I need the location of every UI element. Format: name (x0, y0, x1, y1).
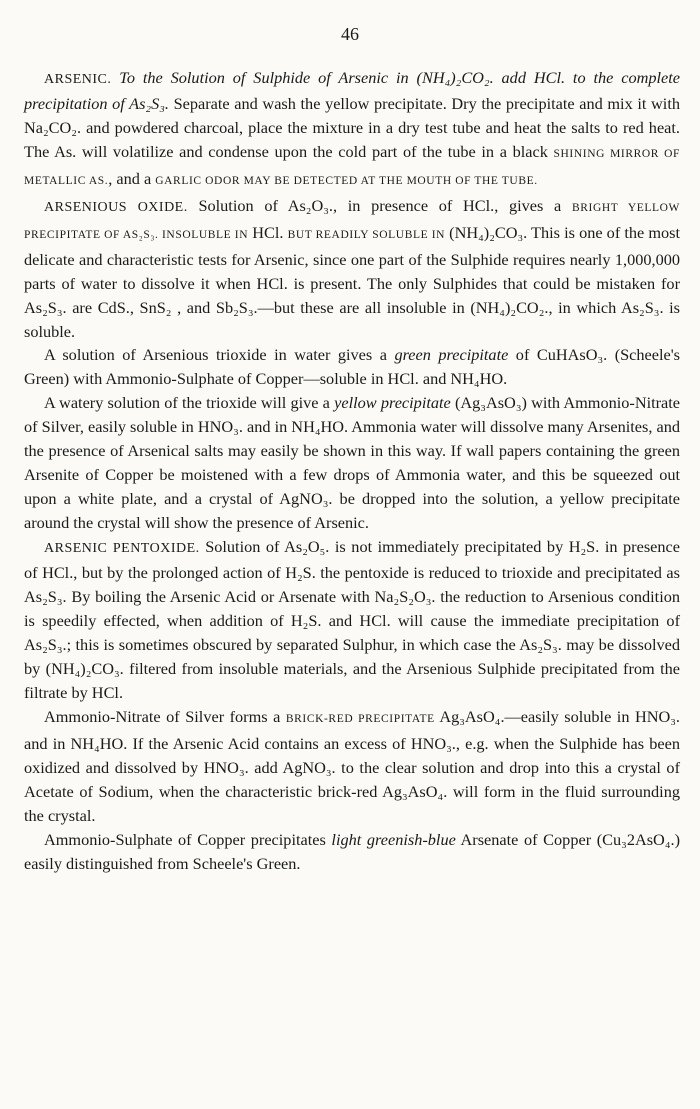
section-heading: ARSENIOUS OXIDE. (44, 199, 188, 215)
text-run: HCl. (248, 222, 288, 242)
small-caps-text: GARLIC ODOR MAY BE DETECTED AT THE MOUTH OF THE TUBE. (155, 174, 538, 187)
text-run: A solution of Arsenious trioxide in water gives a (44, 345, 395, 365)
text-run: , and a (108, 168, 156, 188)
text-run: Ammonio-Sulphate of Copper precipitates (44, 829, 332, 849)
text-run: (NH₄)₂CO₃. This is one of the most delicate and characteristic tests for Arsenic, since one part of the Sulphide requires nearly 1,000,000 parts of water to dissolve it when HCl. is present. The only Sulphides that could be mistaken for As₂S₃. are CdS., SnS₂ , and Sb₂S₃.—but these are all insoluble in (NH₄)₂CO₂., in which As₂S₃. is soluble. (24, 222, 681, 341)
text-run: Ammonio-Nitrate of Silver forms a (44, 706, 286, 726)
text-run: A watery solution of the trioxide will give a (44, 393, 335, 413)
paragraph (24, 194, 680, 344)
small-caps-text: BUT READILY SOLUBLE IN (287, 228, 446, 241)
text-run: Arsenate of Copper (Cu₃2AsO₄.) easily distinguished from Scheele's Green. (24, 829, 680, 873)
text-run: Solution of As₂O₅. is not immediately precipitated by H₂S. in presence of HCl., but by the prolonged action of H₂S. the pentoxide is reduced to trioxide and precipitated as As₂S₃. By boiling the Arsenic Acid or Arsenate with Na₂S₂O₃. the reduction to Arsenious condition is speedily effected, when addition of H₂S. and HCl. will cause the immediate precipitation of As₂S₃.; this is sometimes obscured by separated Sulphur, in which case the As₂S₃. may be dissolved by (NH₄)₂CO₃. filtered from insoluble materials, and the Arsenious Sulphide precipitated from the filtrate by HCl. (24, 537, 680, 702)
italic-text: green precipitate (394, 345, 509, 365)
paragraph (24, 391, 680, 535)
paragraph (24, 343, 680, 391)
italic-text: To the Solution of Sulphide of Arsenic in (NH₄)₂CO₂. add HCl. to the complete precipitation of As₂S₃. (24, 68, 680, 113)
small-caps-text: SHINING MIRROR OF METALLIC AS. (24, 147, 681, 187)
italic-text: light greenish-blue (331, 829, 456, 849)
text-run: of CuHAsO₃. (Scheele's Green) with Ammonio-Sulphate of Copper—soluble in HCl. and NH₄HO. (24, 345, 681, 389)
text-run: Separate and wash the yellow precipitate. Dry the precipitate and mix it with Na₂CO₂. and powdered charcoal, place the mixture in a dry test tube and heat the salts to red heat. The As. will volatilize and condense upon the cold part of the tube in a black (24, 93, 680, 161)
text-run: Ag₃AsO₄.—easily soluble in HNO₃. and in NH₄HO. If the Arsenic Acid contains an excess of HNO₃., e.g. when the Sulphide has been oxidized and dissolved by HNO₃. add AgNO₃. to the clear solution and drop into this a crystal of Acetate of Sodium, when the characteristic brick-red Ag₃AsO₄. will form in the fluid surrounding the crystal. (24, 706, 680, 825)
body-text (24, 66, 680, 875)
section-heading: ARSENIC. (44, 72, 112, 87)
text-run: Solution of As₂O₃., in presence of HCl., gives a (187, 195, 572, 215)
small-caps-text: BRICK-RED PRECIPITATE (285, 712, 435, 725)
italic-text: yellow precipitate (334, 393, 451, 413)
page-number: 46 (341, 24, 359, 44)
paragraph (24, 66, 680, 194)
text-run: (Ag₃AsO₃) with Ammonio-Nitrate of Silver, easily soluble in HNO₃. and in NH₄HO. Ammonia water will dissolve many Arsenites, and the presence of Arsenical salts may easily be shown in this way. If wall papers containing the green Arsenite of Copper be moistened with a few drops of Ammonia water, and this be squeezed out upon a white plate, and a crystal of AgNO₃. be dropped into the solution, a yellow precipitate around the crystal will show the presence of Arsenic. (24, 393, 681, 533)
paragraph (24, 828, 680, 876)
paragraph (24, 535, 680, 705)
paragraph (24, 705, 680, 828)
section-heading: ARSENIC PENTOXIDE. (44, 541, 200, 557)
small-caps-text: BRIGHT YELLOW PRECIPITATE OF AS₂S₃. INSOLUBLE IN (24, 201, 680, 241)
